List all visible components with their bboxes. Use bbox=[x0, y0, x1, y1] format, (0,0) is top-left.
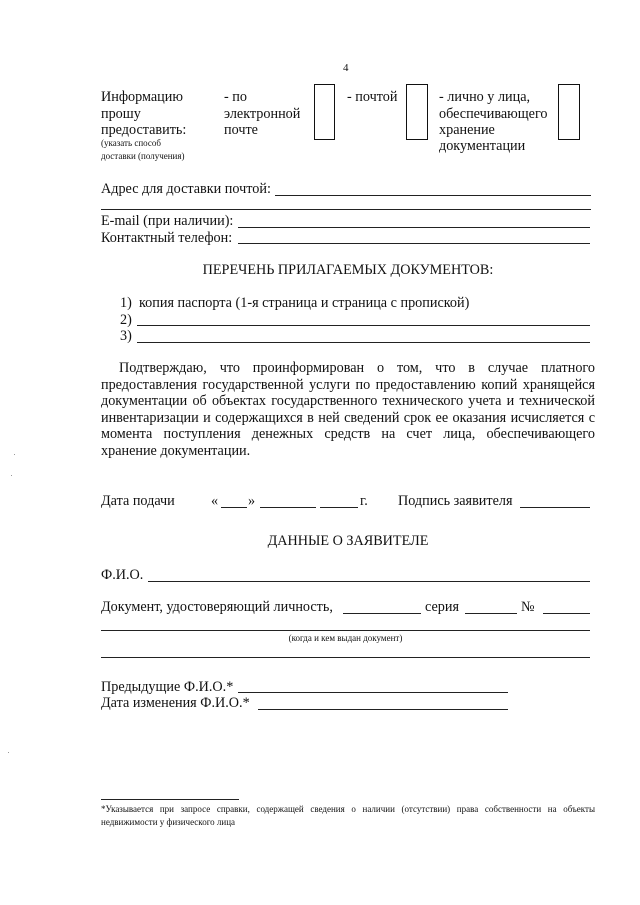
delivery-label-line-3: предоставить: bbox=[101, 122, 187, 138]
scan-speck bbox=[8, 752, 9, 753]
option-post-label: - почтой bbox=[347, 89, 398, 105]
document-item-1-num: 1) bbox=[120, 295, 132, 311]
fio-change-date-label: Дата изменения Ф.И.О.* bbox=[101, 695, 250, 711]
postal-address-field[interactable] bbox=[275, 195, 591, 196]
document-item-2-num: 2) bbox=[120, 312, 132, 328]
footnote-text: *Указывается при запросе справки, содержащей сведения о наличии (отсутствии) права собственности на объекты недвижимости у физического лица bbox=[101, 804, 595, 827]
postal-address-field-2[interactable] bbox=[101, 209, 591, 210]
footnote-separator bbox=[101, 799, 239, 800]
delivery-note-line-2: доставки (получения) bbox=[101, 151, 185, 161]
applicant-heading: ДАННЫЕ О ЗАЯВИТЕЛЕ bbox=[267, 533, 429, 549]
option-email-checkbox[interactable] bbox=[314, 84, 335, 140]
delivery-label-line-2: прошу bbox=[101, 106, 141, 122]
fio-change-date-field[interactable] bbox=[258, 709, 508, 710]
postal-address-label: Адрес для доставки почтой: bbox=[101, 181, 271, 197]
phone-field[interactable] bbox=[238, 243, 590, 244]
date-month-field[interactable] bbox=[260, 507, 316, 508]
fio-field[interactable] bbox=[148, 581, 590, 582]
fio-label: Ф.И.О. bbox=[101, 567, 144, 583]
option-email-line-1: - по bbox=[224, 89, 247, 105]
option-email-line-2: электронной bbox=[224, 106, 301, 122]
issued-by-field-2[interactable] bbox=[101, 657, 590, 658]
number-label: № bbox=[521, 599, 535, 615]
document-item-1-text: копия паспорта (1-я страница и страница с пропиской) bbox=[139, 295, 470, 311]
submission-date-label: Дата подачи bbox=[101, 493, 175, 509]
scan-speck bbox=[11, 475, 12, 476]
option-email-line-3: почте bbox=[224, 122, 258, 138]
issued-by-field[interactable] bbox=[101, 630, 590, 631]
issued-by-note: (когда и кем выдан документ) bbox=[288, 633, 403, 643]
email-field[interactable] bbox=[238, 227, 590, 228]
delivery-label-line-1: Информацию bbox=[101, 89, 183, 105]
email-label: E-mail (при наличии): bbox=[101, 213, 234, 229]
delivery-note-line-1: (указать способ bbox=[101, 138, 161, 148]
previous-fio-field[interactable] bbox=[238, 692, 508, 693]
number-field[interactable] bbox=[543, 613, 590, 614]
signature-field[interactable] bbox=[520, 507, 590, 508]
option-personal-line-2: обеспечивающего bbox=[439, 106, 548, 122]
option-personal-line-1: - лично у лица, bbox=[439, 89, 531, 105]
option-personal-checkbox[interactable] bbox=[558, 84, 580, 140]
documents-heading: ПЕРЕЧЕНЬ ПРИЛАГАЕМЫХ ДОКУМЕНТОВ: bbox=[202, 262, 494, 278]
series-field[interactable] bbox=[465, 613, 517, 614]
date-open-quote: « bbox=[211, 493, 219, 509]
confirmation-text: Подтверждаю, что проинформирован о том, что в случае платного предоставления государственной услуги по предоставлению копий хранящейся документации об объектах государственного технического учета и технической инвентаризации и содержащихся в ней сведений срок ее оказания исчисляется с момента поступления денежных средств на счет лица, обеспечивающего хранение документации. bbox=[101, 360, 595, 459]
date-year-suffix: г. bbox=[360, 493, 368, 509]
page-number: 4 bbox=[343, 62, 349, 74]
document-item-3-num: 3) bbox=[120, 328, 132, 344]
id-document-type-field[interactable] bbox=[343, 613, 421, 614]
option-personal-line-4: документации bbox=[439, 138, 526, 154]
option-post-checkbox[interactable] bbox=[406, 84, 428, 140]
signature-label: Подпись заявителя bbox=[398, 493, 513, 509]
series-label: серия bbox=[425, 599, 459, 615]
date-day-field[interactable] bbox=[221, 507, 247, 508]
date-close-quote: » bbox=[248, 493, 256, 509]
date-year-field[interactable] bbox=[320, 507, 358, 508]
phone-label: Контактный телефон: bbox=[101, 230, 233, 246]
scan-speck bbox=[14, 454, 15, 455]
id-document-label: Документ, удостоверяющий личность, bbox=[101, 599, 333, 615]
option-personal-line-3: хранение bbox=[439, 122, 495, 138]
document-item-2-field[interactable] bbox=[137, 325, 590, 326]
document-item-3-field[interactable] bbox=[137, 342, 590, 343]
previous-fio-label: Предыдущие Ф.И.О.* bbox=[101, 679, 234, 695]
